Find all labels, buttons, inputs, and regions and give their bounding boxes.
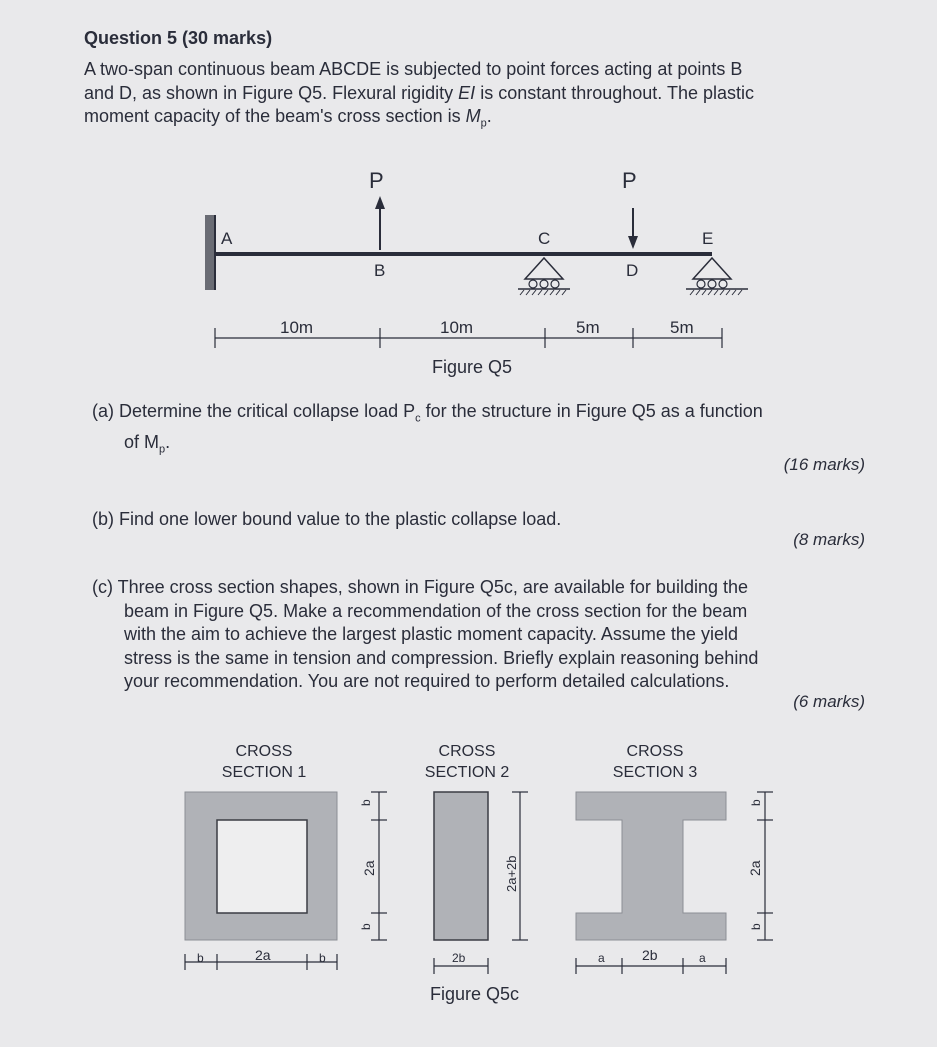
section-1-dim-b-right: b — [319, 951, 326, 965]
section-1-dim-b-left: b — [197, 951, 204, 965]
section-3-dim-b-bottom: b — [749, 923, 763, 930]
part-c-marks: (6 marks) — [793, 692, 865, 711]
point-label-a: A — [221, 229, 233, 248]
section-3-dim-2a-side: 2a — [747, 860, 763, 876]
section-3-title-line-1: CROSS — [626, 743, 684, 760]
force-b-arrowhead — [375, 196, 385, 209]
part-b-marks: (8 marks) — [793, 530, 865, 549]
section-2-rectangle — [434, 792, 488, 940]
section-3-dim-b-top: b — [749, 799, 763, 806]
section-1-dim-2a-bottom: 2a — [255, 947, 271, 963]
fixed-support-wall — [205, 215, 214, 290]
force-d-arrowhead — [628, 236, 638, 249]
point-label-e: E — [702, 229, 714, 248]
part-b-text: (b) Find one lower bound value to the plastic collapse load. — [92, 509, 562, 529]
section-1-title-line-1: CROSS — [235, 743, 293, 760]
section-3-i-beam — [576, 792, 726, 940]
figure-q5-caption: Figure Q5 — [432, 357, 513, 377]
part-c-line-2: beam in Figure Q5. Make a recommendation of the cross section for the beam — [124, 600, 748, 621]
section-2-dim-2b: 2b — [452, 951, 466, 965]
section-2-title-line-1: CROSS — [438, 743, 496, 760]
section-1-box-inner — [217, 820, 307, 913]
intro-line-2: and D, as shown in Figure Q5. Flexural rigidity EI is constant throughout. The plastic — [84, 82, 755, 103]
intro-line-3: moment capacity of the beam's cross section is $M_p$. — [84, 106, 492, 130]
section-3-dim-2b: 2b — [642, 947, 658, 963]
part-a-line-1: (a) Determine the critical collapse load $P_c$ for the structure in Figure Q5 as a function — [92, 401, 763, 425]
roller-support-e — [693, 258, 731, 279]
section-1-title-line-2: SECTION 1 — [221, 764, 307, 781]
ground-hatch — [520, 290, 742, 295]
section-1-dim-b-bottom: b — [359, 923, 373, 930]
point-label-b: B — [374, 261, 386, 280]
part-c-line-5: your recommendation. You are not required to perform detailed calculations. — [124, 671, 730, 691]
section-2-dim-2a-2b: 2a+2b — [504, 855, 519, 892]
part-c-line-3: with the aim to achieve the largest plastic moment capacity. Assume the yield — [124, 624, 738, 644]
part-c-text — [92, 576, 882, 694]
roller-support-c — [525, 258, 563, 279]
section-1-dim-b-top: b — [359, 799, 373, 806]
dimension-bc: 10m — [440, 318, 474, 337]
dimension-cd: 5m — [576, 318, 600, 337]
part-a-marks: (16 marks) — [783, 455, 865, 474]
figure-q5c-caption: Figure Q5c — [430, 984, 520, 1004]
section-3-title-line-2: SECTION 3 — [612, 764, 698, 781]
question-title: Question 5 (30 marks) — [84, 28, 273, 48]
part-c-line-1: (c) Three cross section shapes, shown in Figure Q5c, are available for building the — [92, 577, 748, 597]
part-a-text — [92, 400, 882, 462]
part-c-line-4: stress is the same in tension and compression. Briefly explain reasoning behind — [124, 647, 759, 668]
section-2-title-line-2: SECTION 2 — [424, 764, 510, 781]
section-1-dim-2a-side: 2a — [361, 860, 377, 876]
load-label-b: P — [369, 168, 384, 193]
section-3-dim-a-right: a — [699, 951, 706, 965]
dimension-de: 5m — [670, 318, 694, 337]
dimension-ab: 10m — [280, 318, 314, 337]
load-label-d: P — [622, 168, 637, 193]
intro-line-1: A two-span continuous beam ABCDE is subjected to point forces acting at points B — [84, 59, 743, 79]
point-label-c: C — [538, 229, 551, 248]
section-3-dim-a-left: a — [598, 951, 605, 965]
part-a-line-2: of $M_p$. — [124, 432, 171, 456]
point-label-d: D — [626, 261, 639, 280]
